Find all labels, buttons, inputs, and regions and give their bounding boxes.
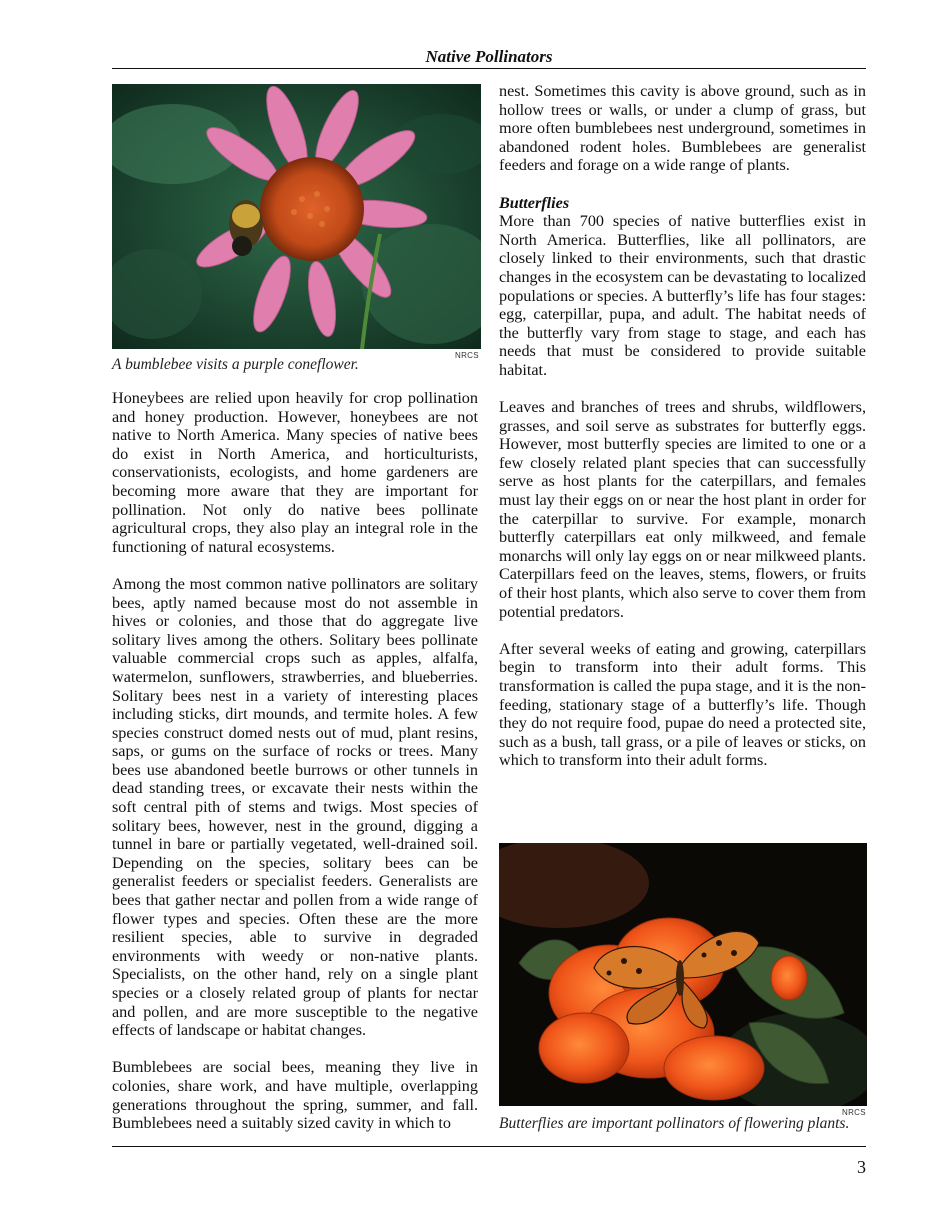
body-paragraph: After several weeks of eating and growing, caterpillars begin to transform into their adult forms. This transformation is called the pupa stage, and it is the non-feeding, stationary stage of a butterfly’s life. Though they do not require food, pupae do need a protected site, such as a bush, tall grass, or a pile of leaves or sticks, on which to transform into their adult forms. [499,639,866,770]
body-paragraph: Leaves and branches of trees and shrubs, wildflowers, grasses, and soil serve as substrates for butterfly eggs. However, most butterfly species are limited to one or a few closely related plant species that can successfully serve as host plants for the caterpillars, and females must lay their eggs on or near the host plant in order for the caterpillar to survive. For example, monarch butterfly caterpillars eat only milkweed, and female monarchs will only lay eggs on or near milkweed plants. Caterpillars feed on the leaves, stems, flowers, or fruits of their host plants, which also serve to cover them from potential predators. [499,398,866,621]
body-paragraph: Bumblebees are social bees, meaning they live in colonies, share work, and have multiple, overlapping generations throughout the spring, summer, and fall. Bumblebees need a suitably sized cavity in which to [112,1058,478,1133]
photo-butterfly-on-orange-flower-icon [499,843,867,1106]
page-number: 3 [857,1157,866,1177]
footer-rule [112,1146,866,1147]
left-column [112,389,478,1151]
figure-caption: A bumblebee visits a purple coneflower. [112,356,359,373]
photo-butterfly-on-orange-flower [499,843,867,1106]
body-paragraph: nest. Sometimes this cavity is above ground, such as in hollow trees or walls, or under a clump of grass, but more often bumblebees nest underground, sometimes in abandoned rodent holes. Bumblebees are generalist feeders and forage on a wide range of plants. [499,82,866,175]
right-column [499,82,866,789]
photo-bumblebee-on-coneflower [112,84,481,349]
section-heading: Butterflies [499,193,570,212]
body-paragraph: Honeybees are relied upon heavily for crop pollination and honey production. However, honeybees are not native to North America. Many species of native bees do exist in North America, and horticulturists, conservationists, ecologists, and home gardeners are becoming more aware that they are important for pollination. Not only do native bees pollinate agricultural crops, they also play an integral role in the functioning of natural ecosystems. [112,389,478,556]
running-header: Native Pollinators [425,47,553,66]
figure-caption: Butterflies are important pollinators of flowering plants. [499,1115,850,1132]
body-paragraph: Among the most common native pollinators are solitary bees, aptly named because most do not assemble in hives or colonies, and those that do aggregate live solitary lives among the others. Solitary bees pollinate valuable commercial crops such as apples, alfalfa, watermelon, sunflowers, strawberries, and blueberries. Solitary bees nest in a variety of interesting places including sticks, dirt mounds, and termite holes. A few species construct domed nests out of mud, plant resins, saps, or gums on the surface of rocks or trees. Many bees use abandoned beetle burrows or other tunnels in dead standing trees, or excavate their nests within the soft central pith of stems and twigs. Most species of solitary bees, however, nest in the ground, digging a tunnel in bare or partially vegetated, well-drained soil. Depending on the species, solitary bees can be generalist feeders or specialist feeders. Generalists are bees that gather nectar and pollen from a wide range of flower types and species. Often these are the more resilient species, able to survive in degraded environments with weedy or non-native plants. Specialists, on the other hand, rely on a single plant species or a closely related group of plants for nectar and pollen, and are more susceptible to the negative effects of landscape or habitat changes. [112,574,478,1040]
photo-credit: NRCS [455,351,479,360]
body-paragraph: More than 700 species of native butterflies exist in North America. Butterflies, like all pollinators, are closely linked to their environments, such that drastic changes in the ecosystem can be devastating to localized populations or species. A butterfly’s life has four stages: egg, caterpillar, pupa, and adult. The habitat needs of the butterfly vary from stage to stage, and each has needs that must be considered to provide suitable habitat. [499,212,866,379]
header-rule [112,68,866,69]
photo-credit: NRCS [842,1108,866,1117]
photo-bumblebee-on-coneflower-icon [112,84,481,349]
